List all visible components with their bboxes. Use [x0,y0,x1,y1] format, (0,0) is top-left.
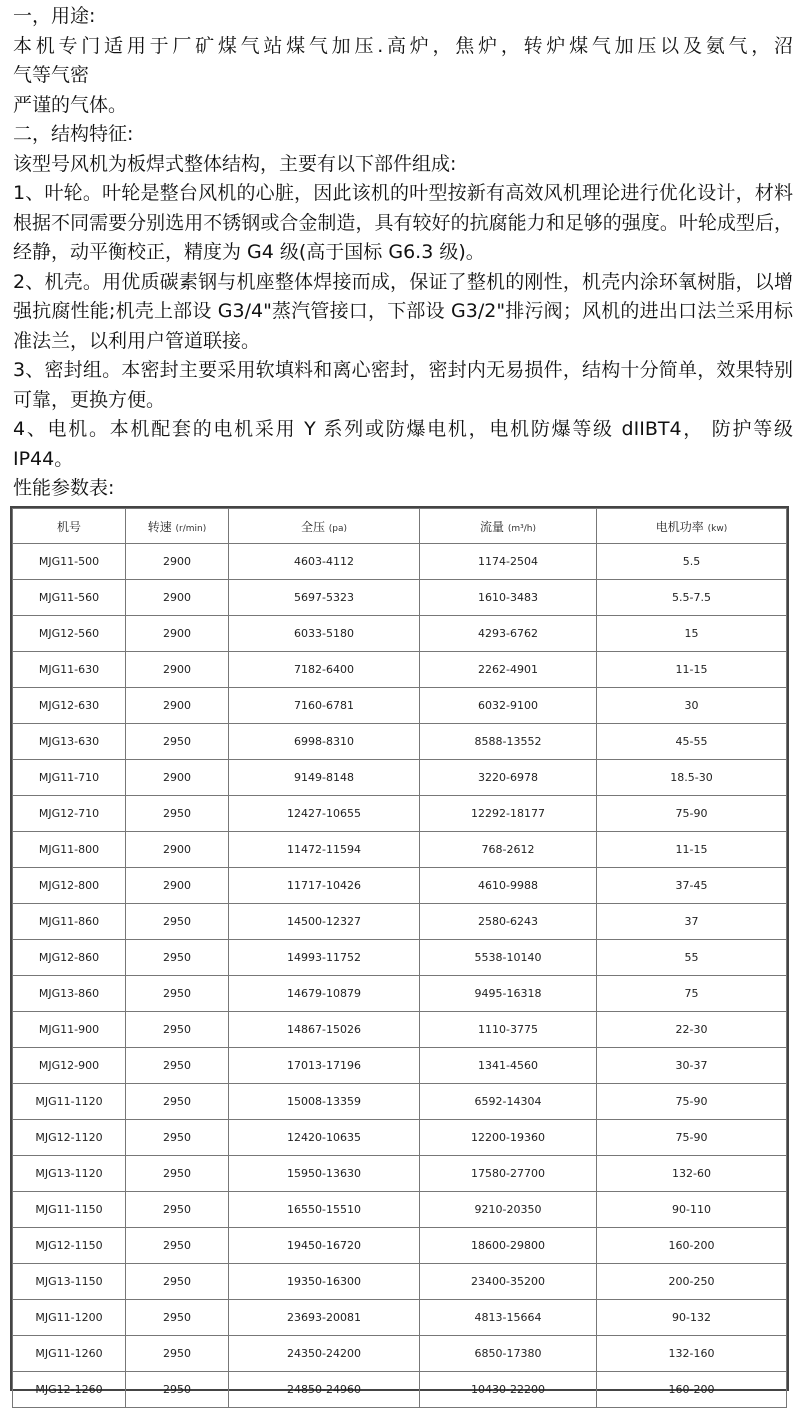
cell-speed: 2900 [126,580,229,616]
cell-model: MJG11-500 [13,544,126,580]
cell-flow: 10430-22200 [420,1372,597,1408]
table-row [13,652,787,688]
cell-speed: 2950 [126,1300,229,1336]
cell-flow: 6032-9100 [420,688,597,724]
cell-power: 132-160 [597,1336,787,1372]
item-seal: 3、密封组。本密封主要采用软填料和离心密封，密封内无易损件，结构十分简单，效果特别可靠，更换方便。 [13,359,793,411]
cell-model: MJG12-710 [13,796,126,832]
cell-flow: 1174-2504 [420,544,597,580]
header-pressure: 全压 (pa) [229,509,420,544]
cell-power: 15 [597,616,787,652]
cell-power: 30-37 [597,1048,787,1084]
cell-power: 37-45 [597,868,787,904]
cell-pressure: 15950-13630 [229,1156,420,1192]
cell-speed: 2900 [126,868,229,904]
cell-pressure: 11717-10426 [229,868,420,904]
cell-power: 160-200 [597,1372,787,1408]
header-power: 电机功率 (kw) [597,509,787,544]
item-impeller: 1、叶轮。叶轮是整台风机的心脏，因此该机的叶型按新有高效风机理论进行优化设计，材料根据不同需要分别选用不锈钢或合金制造，具有较好的抗腐能力和足够的强度。叶轮成型后，经静，动平衡校正，精度为 G4 级(高于国标 G6.3 级)。 [13,182,793,263]
table-row [13,1012,787,1048]
cell-model: MJG12-560 [13,616,126,652]
cell-flow: 2580-6243 [420,904,597,940]
cell-pressure: 16550-15510 [229,1192,420,1228]
table-row [13,1048,787,1084]
table-row [13,868,787,904]
cell-speed: 2950 [126,1012,229,1048]
cell-flow: 768-2612 [420,832,597,868]
cell-flow: 18600-29800 [420,1228,597,1264]
table-row [13,832,787,868]
cell-pressure: 24350-24200 [229,1336,420,1372]
table-row [13,1192,787,1228]
cell-power: 90-132 [597,1300,787,1336]
cell-pressure: 17013-17196 [229,1048,420,1084]
cell-power: 90-110 [597,1192,787,1228]
cell-model: MJG12-1150 [13,1228,126,1264]
purpose-heading: 一，用途: [13,5,96,27]
cell-model: MJG12-630 [13,688,126,724]
header-flow: 流量 (m³/h) [420,509,597,544]
table-row [13,760,787,796]
cell-flow: 1610-3483 [420,580,597,616]
cell-model: MJG12-900 [13,1048,126,1084]
cell-model: MJG13-860 [13,976,126,1012]
cell-power: 75-90 [597,1084,787,1120]
table-row [13,616,787,652]
cell-model: MJG11-1260 [13,1336,126,1372]
table-row [13,688,787,724]
cell-speed: 2950 [126,904,229,940]
cell-pressure: 7182-6400 [229,652,420,688]
cell-power: 22-30 [597,1012,787,1048]
cell-pressure: 9149-8148 [229,760,420,796]
table-row [13,1372,787,1408]
structure-intro: 该型号风机为板焊式整体结构，主要有以下部件组成: [13,152,457,175]
purpose-line-3: 严谨的气体。 [13,93,128,116]
cell-flow: 8588-13552 [420,724,597,760]
cell-flow: 1341-4560 [420,1048,597,1084]
cell-speed: 2900 [126,616,229,652]
cell-pressure: 11472-11594 [229,832,420,868]
table-row [13,1300,787,1336]
cell-pressure: 19450-16720 [229,1228,420,1264]
cell-flow: 17580-27700 [420,1156,597,1192]
table-header-row [13,509,787,544]
cell-speed: 2900 [126,688,229,724]
table-caption: 性能参数表: [13,477,115,499]
cell-power: 11-15 [597,832,787,868]
table-row [13,544,787,580]
cell-pressure: 14500-12327 [229,904,420,940]
cell-pressure: 15008-13359 [229,1084,420,1120]
cell-speed: 2950 [126,940,229,976]
cell-speed: 2900 [126,544,229,580]
cell-flow: 4610-9988 [420,868,597,904]
header-speed: 转速 (r/min) [126,509,229,544]
parameter-table [12,508,787,1408]
cell-power: 75-90 [597,1120,787,1156]
structure-heading: 二，结构特征: [13,123,134,145]
cell-power: 45-55 [597,724,787,760]
cell-flow: 4293-6762 [420,616,597,652]
performance-table [10,506,789,1396]
cell-pressure: 6998-8310 [229,724,420,760]
cell-speed: 2900 [126,652,229,688]
cell-model: MJG11-630 [13,652,126,688]
cell-speed: 2950 [126,724,229,760]
cell-model: MJG11-1200 [13,1300,126,1336]
table-row [13,1120,787,1156]
cell-speed: 2950 [126,1336,229,1372]
cell-model: MJG11-710 [13,760,126,796]
table-row [13,1336,787,1372]
cell-flow: 5538-10140 [420,940,597,976]
cell-model: MJG13-1120 [13,1156,126,1192]
table-row [13,1156,787,1192]
cell-model: MJG12-800 [13,868,126,904]
cell-pressure: 6033-5180 [229,616,420,652]
cell-pressure: 23693-20081 [229,1300,420,1336]
cell-flow: 3220-6978 [420,760,597,796]
cell-power: 11-15 [597,652,787,688]
cell-model: MJG11-800 [13,832,126,868]
table-row [13,796,787,832]
cell-speed: 2950 [126,1228,229,1264]
cell-flow: 1110-3775 [420,1012,597,1048]
purpose-line-2: 气等气密 [13,64,90,86]
header-model: 机号 [13,509,126,544]
table-row [13,904,787,940]
cell-power: 200-250 [597,1264,787,1300]
cell-flow: 4813-15664 [420,1300,597,1336]
cell-pressure: 14679-10879 [229,976,420,1012]
purpose-line-1: 本机专门适用于厂矿煤气站煤气加压.高炉，焦炉，转炉煤气加压以及氨气，沼 [13,34,793,57]
cell-speed: 2950 [126,1192,229,1228]
cell-speed: 2950 [126,1264,229,1300]
cell-flow: 2262-4901 [420,652,597,688]
cell-pressure: 12420-10635 [229,1120,420,1156]
table-row [13,976,787,1012]
cell-pressure: 14993-11752 [229,940,420,976]
cell-flow: 6850-17380 [420,1336,597,1372]
cell-pressure: 12427-10655 [229,796,420,832]
cell-model: MJG11-900 [13,1012,126,1048]
cell-model: MJG13-1150 [13,1264,126,1300]
cell-model: MJG11-1120 [13,1084,126,1120]
cell-pressure: 4603-4112 [229,544,420,580]
cell-model: MJG12-860 [13,940,126,976]
cell-model: MJG13-630 [13,724,126,760]
cell-power: 55 [597,940,787,976]
cell-model: MJG11-860 [13,904,126,940]
table-row [13,1084,787,1120]
cell-flow: 6592-14304 [420,1084,597,1120]
cell-flow: 9210-20350 [420,1192,597,1228]
cell-speed: 2950 [126,1048,229,1084]
table-row [13,940,787,976]
cell-model: MJG12-1260 [13,1372,126,1408]
item-casing: 2、机壳。用优质碳素钢与机座整体焊接而成，保证了整机的刚性，机壳内涂环氧树脂，以增强抗腐性能;机壳上部设 G3/4"蒸汽管接口，下部设 G3/2"排污阀；风机的进出口法兰采用标准法兰，以利用户管道联接。 [13,270,793,352]
cell-pressure: 19350-16300 [229,1264,420,1300]
table-row [13,1264,787,1300]
cell-flow: 12292-18177 [420,796,597,832]
cell-model: MJG12-1120 [13,1120,126,1156]
cell-speed: 2950 [126,1156,229,1192]
cell-power: 5.5 [597,544,787,580]
cell-pressure: 7160-6781 [229,688,420,724]
cell-power: 132-60 [597,1156,787,1192]
cell-flow: 12200-19360 [420,1120,597,1156]
cell-power: 5.5-7.5 [597,580,787,616]
table-row [13,724,787,760]
cell-speed: 2950 [126,976,229,1012]
cell-model: MJG11-560 [13,580,126,616]
table-row [13,1228,787,1264]
item-motor: 4、电机。本机配套的电机采用 Y 系列或防爆电机，电机防爆等级 dIIBT4， 防护等级 IP44。 [13,418,793,470]
cell-speed: 2900 [126,760,229,796]
intro-text [13,2,793,504]
cell-pressure: 24850-24960 [229,1372,420,1408]
cell-pressure: 14867-15026 [229,1012,420,1048]
cell-flow: 23400-35200 [420,1264,597,1300]
cell-speed: 2950 [126,1120,229,1156]
cell-power: 75 [597,976,787,1012]
cell-speed: 2950 [126,796,229,832]
cell-speed: 2900 [126,832,229,868]
cell-power: 160-200 [597,1228,787,1264]
cell-model: MJG11-1150 [13,1192,126,1228]
cell-pressure: 5697-5323 [229,580,420,616]
cell-speed: 2950 [126,1084,229,1120]
cell-power: 75-90 [597,796,787,832]
cell-flow: 9495-16318 [420,976,597,1012]
table-row [13,580,787,616]
cell-speed: 2950 [126,1372,229,1408]
cell-power: 18.5-30 [597,760,787,796]
cell-power: 30 [597,688,787,724]
cell-power: 37 [597,904,787,940]
